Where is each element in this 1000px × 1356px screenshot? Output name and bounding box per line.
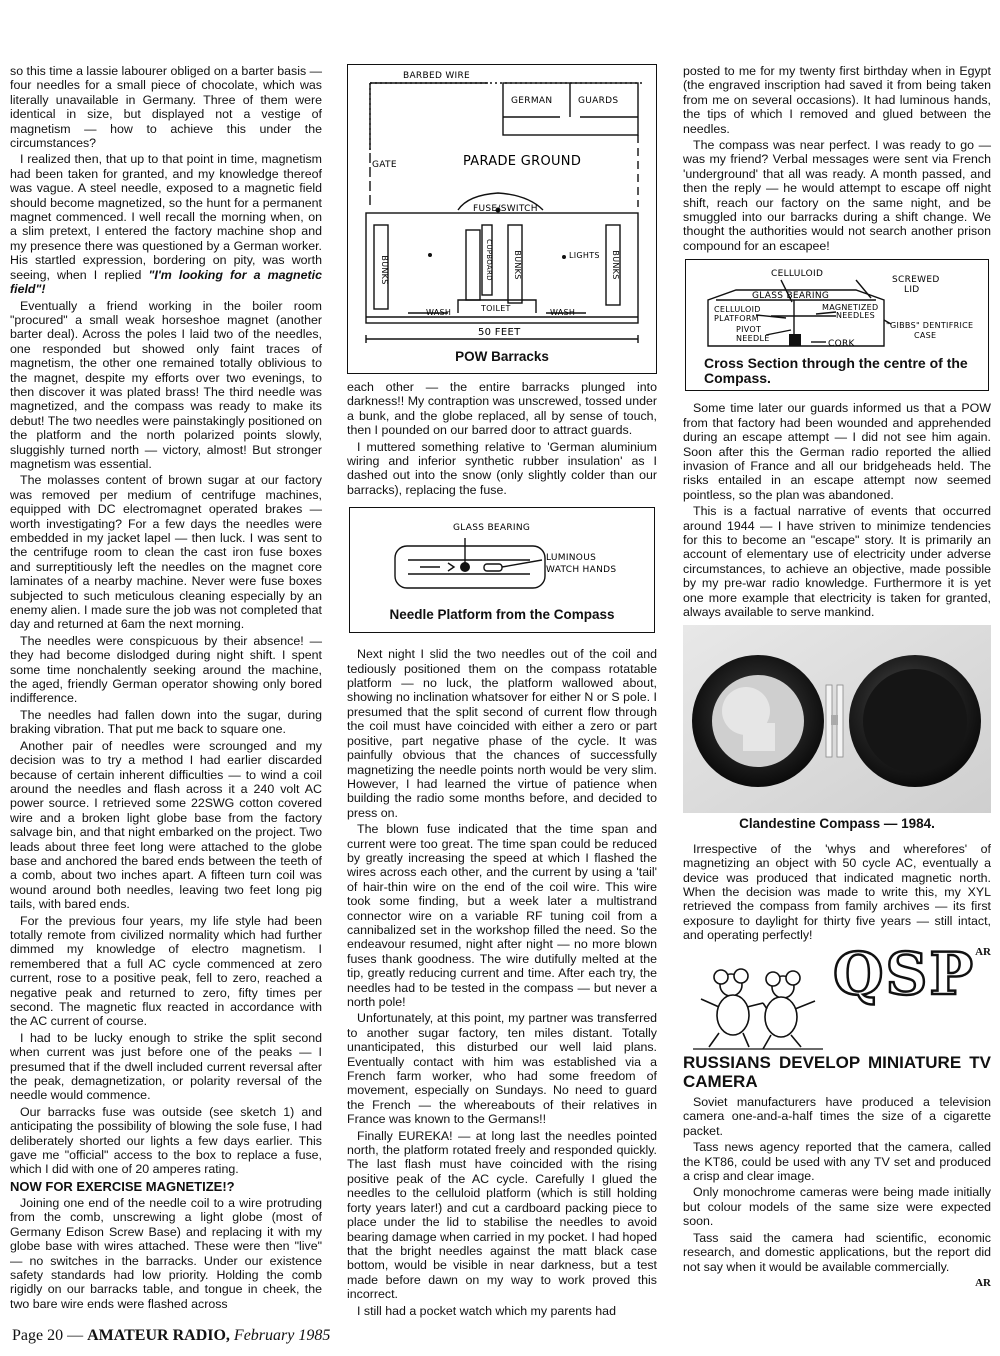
label-gate: GATE xyxy=(372,160,397,170)
compass-photo-image xyxy=(683,625,991,813)
label-barbed-wire: BARBED WIRE xyxy=(403,71,471,81)
article-column-2 xyxy=(347,64,657,1320)
label-case: CASE xyxy=(914,331,937,341)
paragraph: each other — the entire barracks plunged into darkness!! My contraption was unscrewed, tossed under a bunk, and the globe replaced, all by sense of touch, then I pounded on our barred door to attract guards. xyxy=(347,380,657,438)
figure-caption: POW Barracks xyxy=(455,349,549,364)
paragraph: Irrespective of the 'whys and wherefores' of magnetizing an object with 50 cycle AC, eventually a device was produced that indicated magnetic north. When the decision was made to write this, my XYL retrieved the compass from family archives — its first exposure to daylight for thirty five years — still intact, and operating perfectly! xyxy=(683,841,991,943)
paragraph: Joining one end of the needle coil to a wire protruding from the comb, unscrewing a light globe (most of Germany Edison Screw Base) and replacing it with my globe base with wires attached. These were then "live" — no switches in the barracks. Under our existence safety standards had low priority. Holding the comb rigidly on our barracks table, and tongue in cheek, the two bare wire ends were flashed across xyxy=(10,1195,322,1311)
issue-date: February 1985 xyxy=(233,1327,331,1344)
paragraph: The needles had fallen down into the sugar, during braking vibration. That put me back to square one. xyxy=(10,707,322,737)
label-lid: LID xyxy=(904,285,920,296)
label-german: GERMAN xyxy=(511,96,553,106)
label-needle: NEEDLE xyxy=(736,334,770,344)
label-bunks: BUNKS xyxy=(380,255,389,285)
paragraph: The molasses content of brown sugar at our factory was removed per medium of centrifuge machines, equipped with DC electromagnet operated brakes — worth investigating? For a few days the needles were embedded in my jacket lapel — then luck. I was sent to the centrifuge room to clean the cast iron fuse boxes and surreptitiously left the needles on the magnet core laminates of a nearby machine. Never were fuse boxes subjected to such meticulous cleaning especially by an enemy alien. I made sure the job was not completed that day and returned at 6am the next morning. xyxy=(10,473,322,632)
label-glass-bearing: GLASS BEARING xyxy=(453,523,531,534)
paragraph: For the previous four years, my life style had been totally remote from civilized normality which had further dimmed my knowledge of electro magnetism. I remembered that a full AC cycle commenced at zero current, rose to a positive peak, fell to zero, reached a negative peak and returned to zero, fifty times per second. The magnetic flux reacted in accordance with the AC current of course. xyxy=(10,913,322,1029)
paragraph: The needles were conspicuous by their absence! — they had become dislodged during night shift. I spent some time nonchalently seeking around the machine, the aged, friendly German operator showing only bored indifference. xyxy=(10,633,322,706)
cross-section-diagram xyxy=(686,260,989,356)
news-headline: RUSSIANS DEVELOP MINIATURE TV CAMERA xyxy=(683,1053,991,1092)
paragraph-text: I realized then, that up to that point in time, magnetism had been taken for granted, and my knowledge thereof was vague. A steel needle, exposed to a magnetic field should become magnetized, so the hunt for a permanent magnet commenced. I well recall the morning when, on a slim pretext, I entered the factory machine shop and my presence there was questioned by a German worker. His startled expression, bordering on pity, was worth seeing, when I replied xyxy=(10,152,322,282)
label-parade-ground: PARADE GROUND xyxy=(463,154,582,169)
paragraph: Finally EUREKA! — at long last the needles pointed north, the platform rotated freely and responded quickly. The last flash must have coincided with the rising positive peak of the AC cycle. Carefully I glued the needles to the celluloid platform (which is still holding forty years later!) and cut a cardboard packing piece to place under the lid to stabilise the needles to avoid bearing damage when carried in my pocket. I had hoped that the bright needles against the matt black case bottom, would be visible in near darkness, but a test made before dawn on my way to work proved this incorrect. xyxy=(347,1128,657,1302)
qsp-logo: QSP xyxy=(833,940,976,1009)
label-cork: CORK xyxy=(828,339,855,350)
label-luminous: LUMINOUS xyxy=(546,553,597,564)
label-pivot: PIVOT xyxy=(736,325,762,335)
paragraph: Some time later our guards informed us that a POW from that factory had been wounded and apprehended during an escape attempt — I did not see him again. Soon after this the German radio reported the allied invasion of France and all our bridgeheads held. The risks entailed in an escape attempt now seemed pointless, so the plan was abandoned. xyxy=(683,401,991,502)
paragraph: I had to be lucky enough to strike the split second when current was just before one of the peaks — I presumed that if the dwell included current reversal after the peak, demagnetization, or polarity reversal of the needle would commence. xyxy=(10,1030,322,1103)
figure-caption: Cross Section through the centre of the Compass. xyxy=(704,355,968,387)
magazine-name: AMATEUR RADIO, xyxy=(87,1327,230,1344)
paragraph: The compass was near perfect. I was ready to go — was my friend? Verbal messages were sent via French 'underground' that all was ready. A month passed, and then the reply — he would attempt to escape off night shift, reach our factory on the same night, and be smuggled into our barracks during a shift change. We thought the authorities would not search another prison compound for an escapee! xyxy=(683,138,991,253)
figure-needle-platform xyxy=(349,507,655,633)
paragraph: This is a factual narrative of events that occurred around 1944 — I have striven to minimize tendencies for this to become an "escape" story. It is primarily an account of elementary use of electricity under adverse circumstances, to achieve an objective, made possible by my pre-war radio knowledge. Furthermore it is yet one more example that electricity is taken for granted, always available to serve mankind. xyxy=(683,504,991,619)
needle-platform-diagram xyxy=(350,508,653,608)
paragraph: Our barracks fuse was outside (see sketch 1) and anticipating the possibility of blowing the sole fuse, I had deliberately shorted our lights a few days earlier. This gave me "official" access to the box to replace a fuse, which I did with one of 20 amperes rating. xyxy=(10,1104,322,1177)
section-heading: NOW FOR EXERCISE MAGNETIZE!? xyxy=(10,1178,235,1194)
end-mark: AR xyxy=(975,1276,991,1289)
label-wash: WASH xyxy=(550,308,576,317)
page-number: Page 20 — xyxy=(12,1327,84,1344)
label-magnetized: MAGNETIZED xyxy=(822,303,879,313)
paragraph: so this time a lassie labourer obliged on a barter basis — four needles for a small piece of chocolate, which was literally unavailable in Germany. Three of them were identical in size, but displayed not a vestige of magnetism — how to achieve this under the circumstances? xyxy=(10,64,322,151)
paragraph: Only monochrome cameras were being made initially but colour models of the same size were expected soon. xyxy=(683,1185,991,1229)
label-bunks: BUNKS xyxy=(611,250,620,280)
paragraph: Eventually a friend working in the boiler room "procured" a small weak horseshoe magnet (another barter deal). Across the poles I laid two of the needles, one responded but showed only faint traces of magnetism, the other one remained totally oblivious to the magnet, despite my efforts over two evenings, to then discover it was plated brass! The third needle was magnetized, and the compass was ready to make its debut! The two needles were painstakingly positioned on the platform and the north polarized points slowly, sluggishly turned north — victory, almost! But stronger magnetism was essential. xyxy=(10,298,322,471)
figure-caption: Needle Platform from the Compass xyxy=(389,607,615,623)
label-wash: WASH xyxy=(426,308,452,317)
paragraph: Tass news agency reported that the camera, called the KT86, could be used with any TV set and produced a crisp and clear image. xyxy=(683,1140,991,1184)
end-mark: AR xyxy=(975,945,991,958)
barracks-diagram xyxy=(348,65,655,347)
paragraph: I still had a pocket watch which my parents had xyxy=(357,1303,616,1318)
figure-compass-cross-section xyxy=(685,259,989,391)
label-celluloid-platform: CELLULOID xyxy=(714,305,761,315)
label-glass-bearing: GLASS BEARING xyxy=(752,291,830,302)
paragraph xyxy=(10,152,322,296)
label-bunks: BUNKS xyxy=(513,250,522,280)
paragraph: I muttered something relative to 'German aluminium wiring and inferior synthetic rubber insulation' as I dashed out into the snow (only slightly colder than our barracks), replacing the fuse. xyxy=(347,439,657,497)
compass-photo xyxy=(683,625,991,813)
photo-caption: Clandestine Compass — 1984. xyxy=(739,816,935,832)
label-lights: LIGHTS xyxy=(569,251,600,260)
label-guards: GUARDS xyxy=(578,96,619,106)
label-screwed: SCREWED xyxy=(892,275,940,286)
paragraph: Next night I slid the two needles out of the coil and tediously positioned them on the compass rotatable platform — no luck, the platform wallowed about, showing no inclination whatsover for either N or S pole. I presumed that the split second of current flow through the coil must have coincided with either a zero or part positive, part negative phase of the cycle. It was painfully obvious that the chances of successfully magnetizing the needle points north would be very slim. However, I had learned the virtue of patience when building the radio some months before, and decided to press on. xyxy=(347,647,657,820)
label-watch-hands: WATCH HANDS xyxy=(546,565,617,576)
paragraph: The blown fuse indicated that the time span and current were too great. The time span could be reduced by greatly increasing the speed at which I flashed the wires across each other, and the current by using a 'tail' of hair-thin wire on the end of the coil wire. This wire took some finding, but a week later a multistrand connector wire on a variable RF tuning coil from a cannibalized set in the workshop filled the need. So the endeavour resumed, night after night — no more blown fuses thank goodness. The wire dutifully melted at the tip, greatly reducing current and time. After each try, the needles had to be tested in the compass — but never a north pole! xyxy=(347,822,657,1009)
page-footer xyxy=(12,1327,330,1345)
article-column-3 xyxy=(683,64,991,1292)
figure-pow-barracks xyxy=(347,64,657,374)
label-needles: NEEDLES xyxy=(836,311,875,321)
paragraph: Soviet manufacturers have produced a television camera one-and-a-half times the size of a cigarette packet. xyxy=(683,1095,991,1138)
label-gibbs: "GIBBS" DENTIFRICE xyxy=(886,321,974,331)
article-column-1 xyxy=(10,64,322,1313)
label-celluloid: CELLULOID xyxy=(771,269,824,280)
dancing-mice-icon xyxy=(683,963,833,1051)
label-cupboard: CUPBOARD xyxy=(485,239,493,281)
label-toilet: TOILET xyxy=(481,304,511,313)
paragraph: Another pair of needles were scrounged and my decision was to try a method I had earlier discarded because of certain inherent difficulties — to wind a coil around the needles and flash across it a 240 volt AC power source. I retrieved some 22SWG cotton covered wire and a broken light globe base from the factory salvage bin, and that night embarked on the project. Two leads about three feet long were attached to the globe base and anchored the bared ends between the teeth of a comb, about two inches apart. A fifteen turn coil was wound around both needles, leaving two feet long pig tails, with bared ends. xyxy=(10,738,322,912)
quote: "I'm looking for a magnetic field"! xyxy=(10,267,322,297)
paragraph: Tass said the camera had scientific, economic research, and domestic applications, but the report did not say when it would be available commercially. xyxy=(683,1230,991,1274)
paragraph: Unfortunately, at this point, my partner was transferred to another sugar factory, ten miles distant. Totally unanticipated, this disturbed our well laid plans. Eventually contact with him was established via a French farm worker, who had some freedom of movement, especially on Sundays. No need to guard the French — the whereabouts of their relatives in France was known to the Germans!! xyxy=(347,1011,657,1127)
label-fuse-switch: FUSE/SWITCH xyxy=(473,204,538,214)
paragraph: posted to me for my twenty first birthday when in Egypt (the engraved inscription had saved it from being taken from me on several occasions). It had luminous hands, the tips of which I removed and glued between the needles. xyxy=(683,64,991,136)
label-50-feet: 50 FEET xyxy=(478,327,521,338)
label-platform: PLATFORM xyxy=(714,314,759,324)
